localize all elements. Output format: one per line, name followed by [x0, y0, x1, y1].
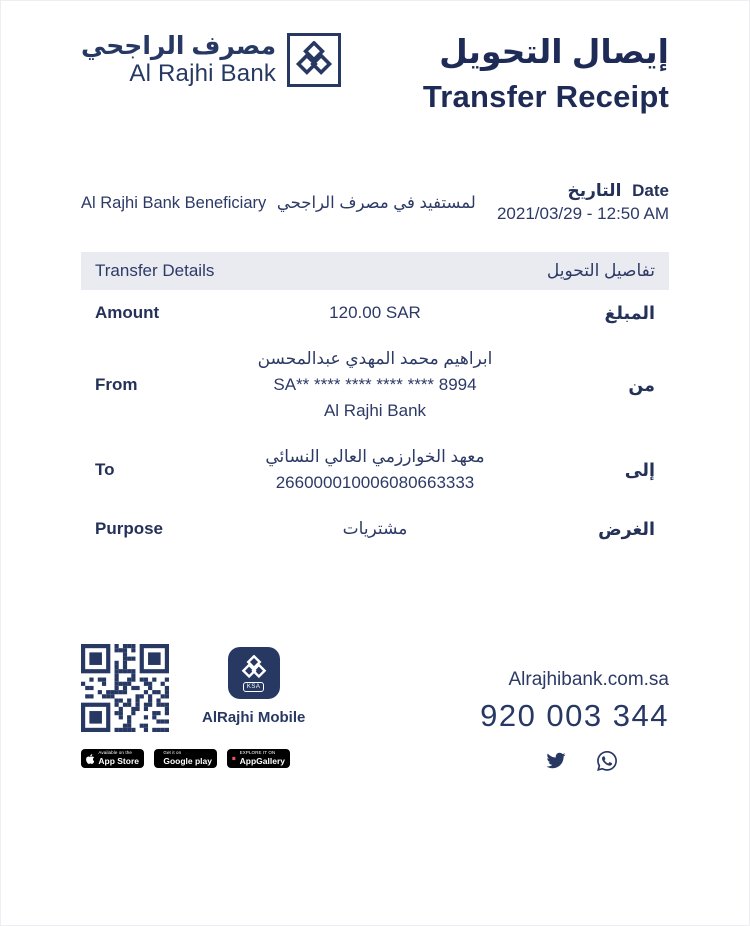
bank-name-arabic: مصرف الراجحي [81, 32, 277, 60]
bank-emblem-icon [287, 33, 341, 87]
purpose-label-arabic: الغرض [598, 518, 655, 539]
bank-logo-text [81, 32, 276, 87]
whatsapp-icon[interactable] [597, 751, 617, 771]
appgallery-badge-bottom: AppGallery [239, 756, 285, 767]
details-header-english: Transfer Details [95, 261, 215, 280]
website-link[interactable]: Alrajhibank.com.sa [508, 669, 669, 690]
app-block [202, 647, 305, 726]
amount-line: 120.00 SAR [329, 303, 421, 322]
purpose-line: مشتريات [342, 519, 408, 538]
appgallery-badge-top: EXPLORE IT ON [239, 750, 276, 756]
to-account-number: 266000010006080663333 [275, 473, 475, 492]
google-play-badge-bottom: Google play [163, 756, 212, 767]
amount-value [220, 300, 530, 326]
google-play-badge[interactable] [154, 749, 217, 768]
row-from [81, 336, 669, 434]
details-header-bar [81, 252, 669, 290]
from-sender-name: ابراهيم محمد المهدي عبدالمحسن [257, 349, 493, 368]
app-name: AlRajhi Mobile [202, 709, 306, 726]
beneficiary-note [81, 193, 476, 213]
purpose-value [220, 516, 530, 542]
qr-code [81, 644, 169, 732]
from-masked-iban: SA** **** **** **** **** 8994 [273, 375, 477, 394]
to-value [220, 444, 530, 496]
from-label-arabic: من [628, 374, 655, 395]
alrajhi-mobile-app-icon [228, 647, 280, 699]
google-play-badge-top: Get it on [163, 750, 182, 756]
purpose-label-english: Purpose [95, 519, 164, 538]
bank-logo [81, 32, 341, 87]
date-value: 2021/03/29 - 12:50 AM [496, 204, 669, 223]
from-bank-name: Al Rajhi Bank [323, 401, 427, 420]
apple-icon [86, 753, 94, 765]
twitter-icon[interactable] [545, 751, 567, 770]
date-block [497, 181, 669, 224]
appgallery-badge[interactable] [227, 749, 290, 768]
store-badges [81, 749, 305, 768]
beneficiary-note-english: Al Rajhi Bank Beneficiary [81, 193, 267, 212]
to-label-english: To [95, 460, 115, 479]
date-label [497, 181, 669, 201]
page-title-arabic: إيصال التحويل [439, 33, 669, 70]
transfer-details-section [81, 252, 669, 552]
app-store-badge-top: Available on the [98, 750, 132, 756]
date-label-arabic: التاريخ [567, 181, 622, 200]
to-label-arabic: إلى [624, 459, 655, 480]
footer-left [81, 642, 305, 768]
appgallery-icon [232, 753, 236, 764]
header [81, 1, 669, 115]
row-amount [81, 290, 669, 336]
row-to [81, 434, 669, 506]
app-store-badge[interactable] [81, 749, 144, 768]
amount-label-arabic: المبلغ [604, 302, 655, 323]
page-title [423, 32, 669, 115]
from-label-english: From [95, 375, 138, 394]
phone-number: 920 003 344 [480, 698, 669, 733]
date-label-english: Date [632, 181, 669, 200]
footer-right [480, 669, 669, 771]
social-icons [480, 751, 669, 771]
ksa-badge: KSA [243, 682, 265, 692]
amount-label-english: Amount [95, 303, 160, 322]
bank-name-english: Al Rajhi Bank [129, 60, 277, 87]
meta-strip [81, 181, 669, 224]
to-recipient-name: معهد الخوارزمي العالي النسائي [265, 447, 485, 466]
row-purpose [81, 506, 669, 552]
from-value [220, 346, 530, 424]
app-store-badge-bottom: App Store [98, 756, 139, 767]
page-title-english: Transfer Receipt [422, 79, 669, 114]
beneficiary-note-arabic: لمستفيد في مصرف الراجحي [276, 193, 476, 212]
details-header-arabic: تفاصيل التحويل [546, 261, 655, 280]
